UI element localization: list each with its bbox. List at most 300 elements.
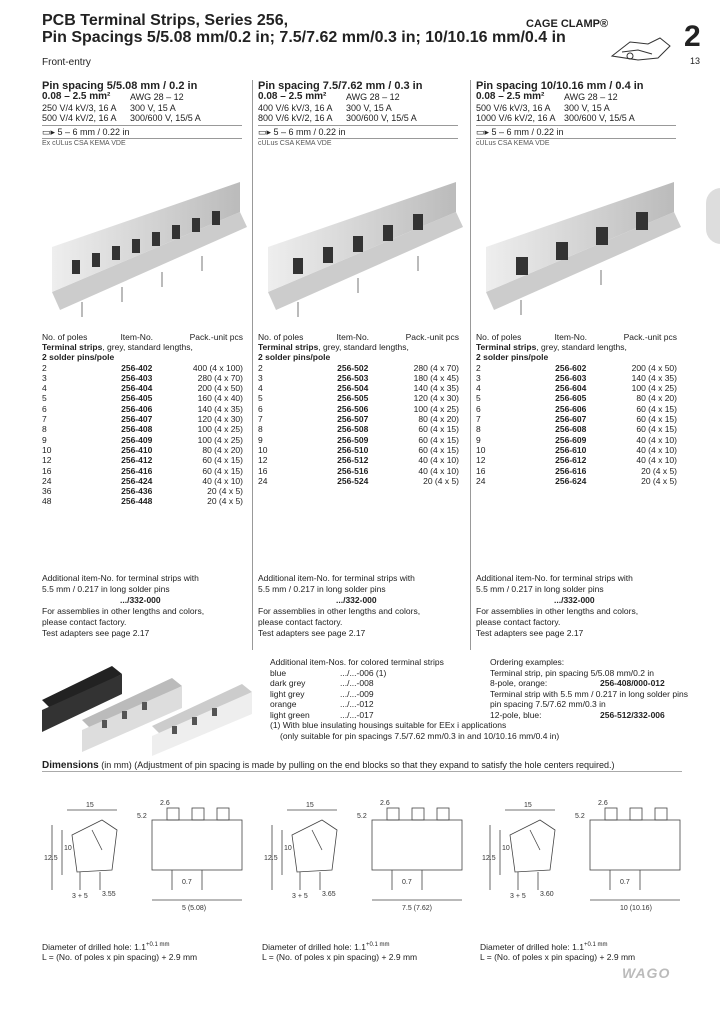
page-ref: 13 — [690, 56, 701, 66]
strip-length: 5 – 6 mm / 0.22 in — [491, 126, 564, 137]
poles-cell: 7 — [258, 414, 263, 425]
group-label-2: 2 solder pins/pole — [42, 352, 115, 363]
note-line: Additional item-No. for terminal strips with — [476, 573, 633, 583]
note-item: .../332-000 — [120, 595, 161, 605]
rating-left: 500 V/4 kV/2, 16 A — [42, 113, 117, 123]
color-suffix: .../...-006 (1) — [340, 667, 387, 678]
brand-label: CAGE CLAMP® — [526, 18, 609, 30]
col-header-item: Item-No. — [336, 332, 370, 342]
table-row — [40, 455, 245, 465]
table-row — [40, 383, 245, 393]
table-row — [474, 414, 679, 424]
list-item — [270, 689, 460, 700]
color-name: dark grey — [270, 678, 306, 688]
poles-cell: 2 — [42, 362, 47, 373]
group-label-bold: Terminal strips — [258, 342, 319, 352]
awg-range: AWG 28 – 12 — [564, 92, 618, 102]
poles-cell: 10 — [258, 444, 268, 455]
drill-diameter: Diameter of drilled hole: 1.1 — [42, 941, 146, 952]
table-row — [40, 496, 245, 506]
strip-icon: ▭▸ — [258, 126, 274, 137]
item-number-cell: 256-408 — [121, 424, 153, 435]
item-number-cell: 256-416 — [121, 465, 153, 476]
item-number-cell: 256-407 — [121, 414, 153, 425]
spec-heading: Pin spacing 5/5.08 mm / 0.2 in — [42, 80, 198, 92]
table-row — [40, 435, 245, 445]
pack-unit-cell: 180 (4 x 45) — [413, 372, 459, 383]
table-row — [256, 373, 461, 383]
dimension-drawing — [262, 790, 472, 930]
pack-unit-cell: 280 (4 x 70) — [197, 372, 243, 383]
pack-unit-cell: 100 (4 x 25) — [197, 434, 243, 445]
subtitle: Front-entry — [42, 57, 91, 68]
table-row — [256, 363, 461, 373]
pack-unit-cell: 100 (4 x 25) — [413, 403, 459, 414]
list-item — [270, 668, 460, 679]
ordering-item-number: 256-512/332-006 — [600, 709, 665, 720]
poles-cell: 7 — [476, 414, 481, 425]
list-item — [490, 678, 690, 689]
item-number-cell: 256-436 — [121, 486, 153, 497]
rating-right: 300 V, 15 A — [130, 102, 176, 113]
pack-unit-cell: 60 (4 x 15) — [636, 403, 677, 414]
list-item — [490, 668, 690, 679]
colored-footnote: (only suitable for pin spacings 7.5/7.62 mm/0.3 in and 10/10.16 mm/0.4 in) — [280, 730, 560, 741]
spec-heading: Pin spacing 10/10.16 mm / 0.4 in — [476, 80, 644, 92]
dim-h2: 12.5 — [44, 855, 58, 862]
table-row — [474, 363, 679, 373]
poles-cell: 16 — [42, 465, 52, 476]
item-number-cell: 256-508 — [337, 424, 369, 435]
table-row — [40, 373, 245, 383]
edge-tab — [706, 188, 720, 244]
group-label-2: 2 solder pins/pole — [258, 352, 331, 363]
col-header-item: Item-No. — [120, 332, 154, 342]
ordering-list — [490, 668, 690, 721]
rating-right: 300/600 V, 15/5 A — [564, 113, 635, 123]
poles-cell: 16 — [258, 465, 268, 476]
item-number-cell: 256-524 — [337, 475, 369, 486]
rating-right: 300/600 V, 15/5 A — [346, 113, 417, 123]
poles-cell: 48 — [42, 496, 52, 507]
ordering-text: pin spacing 7.5/7.62 mm/0.3 in — [490, 699, 606, 709]
pack-unit-cell: 60 (4 x 15) — [202, 455, 243, 466]
item-number-cell: 256-504 — [337, 383, 369, 394]
dim-spacing: 10 (10.16) — [620, 905, 652, 912]
group-label-bold: Terminal strips — [42, 342, 103, 352]
rating-right: 300 V, 15 A — [564, 102, 610, 113]
dimension-drawing — [480, 790, 690, 930]
pack-unit-cell: 200 (4 x 50) — [197, 383, 243, 394]
rating-right: 300/600 V, 15/5 A — [130, 113, 201, 123]
item-number-cell: 256-602 — [555, 362, 587, 373]
approvals: Ex cULus CSA KEMA VDE — [42, 138, 242, 150]
col-header-poles: No. of poles — [42, 332, 88, 342]
note-line: please contact factory. — [476, 617, 561, 627]
color-suffix: .../...-012 — [340, 699, 374, 709]
table-row — [40, 424, 245, 434]
rating-left: 250 V/4 kV/3, 16 A — [42, 102, 117, 113]
approvals: cULus CSA KEMA VDE — [476, 138, 676, 150]
pack-unit-cell: 40 (4 x 10) — [202, 475, 243, 486]
dim-pin: 3 + 5 — [292, 893, 308, 900]
ordering-text: 12-pole, blue: — [490, 709, 542, 720]
poles-cell: 4 — [476, 383, 481, 394]
poles-cell: 10 — [476, 444, 486, 455]
pack-unit-cell: 100 (4 x 25) — [631, 383, 677, 394]
color-suffix: .../...-008 — [340, 678, 374, 688]
table-row — [256, 466, 461, 476]
pack-unit-cell: 60 (4 x 15) — [636, 414, 677, 425]
pack-unit-cell: 80 (4 x 20) — [202, 444, 243, 455]
note-item: .../332-000 — [336, 595, 377, 605]
rating-left: 500 V/6 kV/3, 16 A — [476, 102, 551, 113]
column-divider — [470, 80, 471, 650]
col-header-poles: No. of poles — [476, 332, 522, 342]
table-row — [474, 476, 679, 486]
item-number-cell: 256-509 — [337, 434, 369, 445]
title-line-2: Pin Spacings 5/5.08 mm/0.2 in; 7.5/7.62 mm/0.3 in; 10/10.16 mm/0.4 in — [42, 29, 566, 46]
table-row — [474, 383, 679, 393]
dim-spacing: 7.5 (7.62) — [402, 905, 432, 912]
section-number: 2 — [684, 20, 701, 53]
group-label: , grey, standard lengths, — [536, 342, 627, 352]
poles-cell: 12 — [42, 455, 52, 466]
length-formula: L = (No. of poles x pin spacing) + 2.9 mm — [262, 951, 418, 962]
poles-cell: 24 — [42, 475, 52, 486]
table-row — [40, 404, 245, 414]
ordering-text: 8-pole, orange: — [490, 678, 548, 688]
note-line: please contact factory. — [258, 617, 343, 627]
pack-unit-cell: 400 (4 x 100) — [192, 362, 243, 373]
pack-unit-cell: 20 (4 x 5) — [641, 475, 677, 486]
note-item: .../332-000 — [554, 595, 595, 605]
poles-cell: 24 — [258, 475, 268, 486]
note-block-7mm — [258, 573, 463, 639]
table-row — [40, 393, 245, 403]
dim-foot2: 0.7 — [620, 879, 630, 886]
color-name: orange — [270, 699, 297, 709]
table-row — [474, 404, 679, 414]
drill-tolerance: +0.1 mm — [583, 942, 608, 948]
awg-range: AWG 28 – 12 — [130, 92, 184, 102]
dim-foot2: 0.7 — [182, 879, 192, 886]
item-table-7mm — [256, 333, 461, 486]
pack-unit-cell: 160 (4 x 40) — [197, 393, 243, 404]
table-row — [474, 466, 679, 476]
dim-ref1: 2.6 — [598, 800, 608, 807]
note-line: 5.5 mm / 0.217 in long solder pins — [476, 584, 604, 594]
pack-unit-cell: 20 (4 x 5) — [207, 486, 243, 497]
dimension-footnote — [262, 940, 417, 962]
page-title — [42, 12, 566, 46]
dim-h1: 10 — [284, 845, 292, 852]
poles-cell: 10 — [42, 444, 52, 455]
item-number-cell: 256-512 — [337, 455, 369, 466]
poles-cell: 6 — [476, 403, 481, 414]
colored-heading: Additional item-Nos. for colored terminal strips — [270, 657, 444, 667]
dim-top: 15 — [86, 802, 94, 809]
col-header-item: Item-No. — [554, 332, 588, 342]
table-row — [474, 393, 679, 403]
note-line: 5.5 mm / 0.217 in long solder pins — [258, 584, 386, 594]
poles-cell: 8 — [476, 424, 481, 435]
spec-heading: Pin spacing 7.5/7.62 mm / 0.3 in — [258, 80, 423, 92]
item-number-cell: 256-604 — [555, 383, 587, 394]
table-row — [40, 414, 245, 424]
drill-tolerance: +0.1 mm — [365, 942, 390, 948]
spec-block-10mm — [476, 80, 676, 150]
item-number-cell: 256-516 — [337, 465, 369, 476]
drill-diameter: Diameter of drilled hole: 1.1 — [262, 941, 366, 952]
wago-logo: WAGO — [622, 965, 671, 981]
pack-unit-cell: 60 (4 x 15) — [418, 434, 459, 445]
poles-cell: 8 — [42, 424, 47, 435]
test-adapter-link[interactable]: Test adapters see page 2.17 — [42, 628, 150, 638]
test-adapter-link[interactable]: Test adapters see page 2.17 — [476, 628, 584, 638]
dim-spacing: 5 (5.08) — [182, 905, 207, 912]
note-line: 5.5 mm / 0.217 in long solder pins — [42, 584, 170, 594]
col-header-pack: Pack.-unit pcs — [623, 332, 677, 342]
dim-ref2: 5.2 — [137, 813, 147, 820]
spec-block-7mm — [258, 80, 458, 150]
list-item — [270, 699, 460, 710]
colored-footnote: (1) With blue insulating housings suitable for EEx i applications — [270, 720, 507, 730]
pack-unit-cell: 120 (4 x 30) — [197, 414, 243, 425]
item-number-cell: 256-502 — [337, 362, 369, 373]
note-line: For assemblies in other lengths and colors, — [258, 606, 421, 616]
table-row — [256, 476, 461, 486]
item-number-cell: 256-404 — [121, 383, 153, 394]
poles-cell: 9 — [258, 434, 263, 445]
list-item — [270, 710, 460, 721]
poles-cell: 16 — [476, 465, 486, 476]
item-number-cell: 256-503 — [337, 372, 369, 383]
rating-right: 300 V, 15 A — [346, 102, 392, 113]
item-number-cell: 256-410 — [121, 444, 153, 455]
table-row — [40, 466, 245, 476]
note-line: please contact factory. — [42, 617, 127, 627]
colored-list — [270, 668, 460, 721]
strip-length: 5 – 6 mm / 0.22 in — [57, 126, 130, 137]
note-line: For assemblies in other lengths and colors, — [42, 606, 205, 616]
color-name: light grey — [270, 688, 305, 699]
pack-unit-cell: 140 (4 x 35) — [413, 383, 459, 394]
poles-cell: 2 — [476, 362, 481, 373]
poles-cell: 12 — [258, 455, 268, 466]
ordering-text: Terminal strip, pin spacing 5/5.08 mm/0.2 in — [490, 667, 654, 678]
dim-ref2: 5.2 — [357, 813, 367, 820]
pack-unit-cell: 100 (4 x 25) — [197, 424, 243, 435]
poles-cell: 3 — [258, 372, 263, 383]
dimensions-unit: (in mm) — [101, 760, 132, 770]
item-number-cell: 256-510 — [337, 444, 369, 455]
item-number-cell: 256-405 — [121, 393, 153, 404]
pack-unit-cell: 140 (4 x 35) — [631, 372, 677, 383]
pack-unit-cell: 20 (4 x 5) — [423, 475, 459, 486]
length-formula: L = (No. of poles x pin spacing) + 2.9 mm — [42, 951, 198, 962]
poles-cell: 5 — [42, 393, 47, 404]
ordering-heading: Ordering examples: — [490, 657, 565, 667]
dimensions-text: (Adjustment of pin spacing is made by pulling on the end blocks so that they expand to satisfy the hole centers required.) — [134, 760, 615, 770]
strip-icon: ▭▸ — [476, 126, 492, 137]
colored-strips-section — [270, 657, 710, 741]
dim-top: 15 — [524, 802, 532, 809]
group-label: , grey, standard lengths, — [318, 342, 409, 352]
poles-cell: 9 — [42, 434, 47, 445]
list-item — [490, 699, 690, 710]
poles-cell: 3 — [476, 372, 481, 383]
item-number-cell: 256-605 — [555, 393, 587, 404]
wire-range: 0.08 – 2.5 mm² — [258, 91, 327, 102]
note-line: For assemblies in other lengths and colors, — [476, 606, 639, 616]
colored-strips-photo — [42, 660, 256, 756]
poles-cell: 6 — [42, 403, 47, 414]
pack-unit-cell: 60 (4 x 15) — [202, 465, 243, 476]
pack-unit-cell: 40 (4 x 10) — [418, 465, 459, 476]
dim-foot1: 3.65 — [322, 891, 336, 898]
poles-cell: 4 — [42, 383, 47, 394]
item-number-cell: 256-409 — [121, 434, 153, 445]
col-header-poles: No. of poles — [258, 332, 304, 342]
table-row — [40, 476, 245, 486]
table-row — [40, 363, 245, 373]
item-table-10mm — [474, 333, 679, 486]
dim-foot1: 3.55 — [102, 891, 116, 898]
dim-h1: 10 — [64, 845, 72, 852]
test-adapter-link[interactable]: Test adapters see page 2.17 — [258, 628, 366, 638]
item-number-cell: 256-412 — [121, 455, 153, 466]
approvals: cULus CSA KEMA VDE — [258, 138, 458, 150]
color-suffix: .../...-009 — [340, 688, 374, 699]
item-number-cell: 256-424 — [121, 475, 153, 486]
pack-unit-cell: 60 (4 x 15) — [636, 424, 677, 435]
dim-foot2: 0.7 — [402, 879, 412, 886]
pack-unit-cell: 120 (4 x 30) — [413, 393, 459, 404]
dimensions-heading — [42, 760, 682, 772]
table-row — [256, 404, 461, 414]
title-line-1: PCB Terminal Strips, Series 256, — [42, 12, 289, 29]
poles-cell: 8 — [258, 424, 263, 435]
dim-pin: 3 + 5 — [510, 893, 526, 900]
note-line: Additional item-No. for terminal strips with — [258, 573, 415, 583]
dim-ref1: 2.6 — [380, 800, 390, 807]
poles-cell: 12 — [476, 455, 486, 466]
item-number-cell: 256-603 — [555, 372, 587, 383]
table-row — [256, 445, 461, 455]
pack-unit-cell: 40 (4 x 10) — [636, 434, 677, 445]
table-row — [40, 445, 245, 455]
color-name: blue — [270, 667, 287, 678]
note-block-10mm — [476, 573, 681, 639]
table-row — [474, 435, 679, 445]
table-row — [474, 455, 679, 465]
pack-unit-cell: 80 (4 x 20) — [418, 414, 459, 425]
item-number-cell: 256-616 — [555, 465, 587, 476]
poles-cell: 36 — [42, 486, 52, 497]
table-row — [474, 373, 679, 383]
length-formula: L = (No. of poles x pin spacing) + 2.9 mm — [480, 951, 636, 962]
table-row — [40, 486, 245, 496]
pack-unit-cell: 80 (4 x 20) — [636, 393, 677, 404]
product-photo-5mm — [42, 172, 250, 322]
item-number-cell: 256-406 — [121, 403, 153, 414]
dimensions-title: Dimensions — [42, 760, 99, 771]
table-row — [474, 445, 679, 455]
item-number-cell: 256-403 — [121, 372, 153, 383]
item-number-cell: 256-608 — [555, 424, 587, 435]
group-label: , grey, standard lengths, — [102, 342, 193, 352]
item-number-cell: 256-448 — [121, 496, 153, 507]
spec-block-5mm — [42, 80, 242, 150]
poles-cell: 5 — [476, 393, 481, 404]
dim-foot1: 3.60 — [540, 891, 554, 898]
pack-unit-cell: 280 (4 x 70) — [413, 362, 459, 373]
dimension-drawing — [42, 790, 252, 930]
dim-h2: 12.5 — [264, 855, 278, 862]
pack-unit-cell: 60 (4 x 15) — [418, 424, 459, 435]
table-row — [256, 455, 461, 465]
poles-cell: 24 — [476, 475, 486, 486]
color-suffix: .../...-017 — [340, 709, 374, 720]
table-row — [256, 383, 461, 393]
note-block-5mm — [42, 573, 247, 639]
col-header-pack: Pack.-unit pcs — [189, 332, 243, 342]
item-number-cell: 256-607 — [555, 414, 587, 425]
pack-unit-cell: 60 (4 x 15) — [418, 444, 459, 455]
table-row — [256, 393, 461, 403]
drill-diameter: Diameter of drilled hole: 1.1 — [480, 941, 584, 952]
dim-ref2: 5.2 — [575, 813, 585, 820]
pack-unit-cell: 200 (4 x 50) — [631, 362, 677, 373]
rating-left: 800 V/6 kV/2, 16 A — [258, 113, 333, 123]
col-header-pack: Pack.-unit pcs — [405, 332, 459, 342]
table-row — [256, 435, 461, 445]
dim-h1: 10 — [502, 845, 510, 852]
drill-tolerance: +0.1 mm — [145, 942, 170, 948]
poles-cell: 4 — [258, 383, 263, 394]
item-number-cell: 256-612 — [555, 455, 587, 466]
table-row — [256, 424, 461, 434]
product-photo-7mm — [258, 172, 466, 322]
rating-left: 1000 V/6 kV/2, 16 A — [476, 113, 556, 123]
pack-unit-cell: 20 (4 x 5) — [207, 496, 243, 507]
item-number-cell: 256-606 — [555, 403, 587, 414]
pack-unit-cell: 40 (4 x 10) — [418, 455, 459, 466]
note-line: Additional item-No. for terminal strips with — [42, 573, 199, 583]
dimension-footnote — [480, 940, 635, 962]
cage-clamp-icon — [608, 32, 678, 66]
column-divider — [252, 80, 253, 650]
product-photo-10mm — [476, 172, 684, 322]
wire-range: 0.08 – 2.5 mm² — [476, 91, 545, 102]
item-table-5mm — [40, 333, 245, 507]
poles-cell: 5 — [258, 393, 263, 404]
item-number-cell: 256-609 — [555, 434, 587, 445]
item-number-cell: 256-507 — [337, 414, 369, 425]
table-row — [474, 424, 679, 434]
poles-cell: 7 — [42, 414, 47, 425]
wire-range: 0.08 – 2.5 mm² — [42, 91, 111, 102]
item-number-cell: 256-624 — [555, 475, 587, 486]
pack-unit-cell: 40 (4 x 10) — [636, 455, 677, 466]
strip-length: 5 – 6 mm / 0.22 in — [273, 126, 346, 137]
list-item — [490, 710, 690, 721]
pack-unit-cell: 20 (4 x 5) — [641, 465, 677, 476]
pack-unit-cell: 40 (4 x 10) — [636, 444, 677, 455]
dim-top: 15 — [306, 802, 314, 809]
list-item — [490, 689, 690, 700]
